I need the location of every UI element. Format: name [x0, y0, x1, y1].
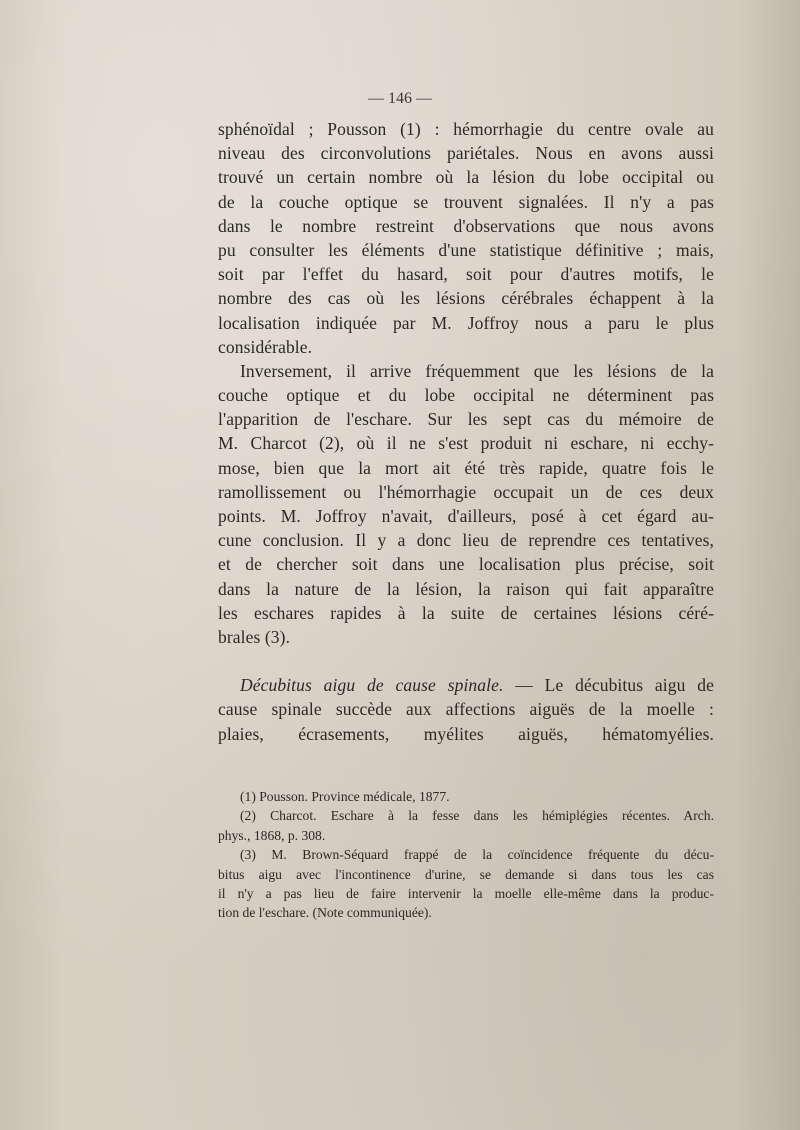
text-line: dans la nature de la lésion, la raison qui fait apparaître: [218, 578, 714, 599]
text-line: nombre des cas où les lésions cérébrales échappent à la: [218, 288, 714, 309]
footnote-2: [218, 806, 714, 845]
footnote-1: [218, 787, 714, 806]
footnote-3: [218, 845, 714, 923]
section-spinal-decubitus: [218, 673, 714, 746]
text-line: de la couche optique se trouvent signalées. Il n'y a pas: [218, 191, 714, 212]
page-number: — 146 —: [368, 90, 432, 107]
text-line: localisation indiquée par M. Joffroy nous a paru le plus: [218, 312, 714, 333]
text-line: cune conclusion. Il y a donc lieu de reprendre ces tentatives,: [218, 530, 714, 551]
text-line: brales (3).: [218, 626, 291, 647]
paragraph-1: [218, 117, 714, 359]
text-line: M. Charcot (2), où il ne s'est produit ni eschare, ni ecchy-: [218, 433, 714, 454]
text-line: mose, bien que la mort ait été très rapide, quatre fois le: [218, 457, 714, 478]
text-line: plaies, écrasements, myélites aiguës, hématomyélies.: [218, 723, 714, 744]
text-line: considérable.: [218, 336, 313, 357]
text-line: trouvé un certain nombre où la lésion du lobe occipital ou: [218, 167, 714, 188]
text-line: dans le nombre restreint d'observations que nous avons: [218, 215, 714, 236]
paragraph-gap: [218, 649, 714, 673]
footnote-line: phys., 1868, p. 308.: [218, 827, 326, 843]
text-line: ramollissement ou l'hémorrhagie occupait un de ces deux: [218, 481, 714, 502]
text-line: niveau des circonvolutions pariétales. Nous en avons aussi: [218, 143, 714, 164]
text-line: Inversement, il arrive fréquemment que les lésions de la: [240, 360, 714, 381]
footnote-line: (1) Pousson. Province médicale, 1877.: [240, 789, 450, 804]
body-text: [218, 117, 714, 746]
text-line: pu consulter les éléments d'une statistique définitive ; mais,: [218, 239, 714, 260]
section-first-line-rest: — Le décubitus aigu de: [503, 675, 714, 696]
text-line: l'apparition de l'eschare. Sur les sept cas du mémoire de: [218, 409, 714, 430]
text-line: les eschares rapides à la suite de certaines lésions céré-: [218, 602, 714, 623]
section-heading: Décubitus aigu de cause spinale.: [240, 675, 504, 696]
paragraph-2: [218, 359, 714, 649]
text-line: cause spinale succède aux affections aiguës de la moelle :: [218, 699, 714, 720]
footnote-line: (2) Charcot. Eschare à la fesse dans les hémiplégies récentes. Arch.: [240, 808, 714, 824]
footnote-line: (3) M. Brown-Séquard frappé de la coïncidence fréquente du décu-: [240, 847, 714, 863]
footnote-line: bitus aigu avec l'incontinence d'urine, se demande si dans tous les cas: [218, 866, 714, 882]
text-line: et de chercher soit dans une localisation plus précise, soit: [218, 554, 714, 575]
text-line: soit par l'effet du hasard, soit pour d'autres motifs, le: [218, 264, 714, 285]
footnotes: [218, 787, 714, 923]
text-line: couche optique et du lobe occipital ne déterminent pas: [218, 385, 714, 406]
footnote-line: il n'y a pas lieu de faire intervenir la moelle elle-même dans la produc-: [218, 885, 714, 901]
text-line: points. M. Joffroy n'avait, d'ailleurs, posé à cet égard au-: [218, 506, 714, 526]
text-line: sphénoïdal ; Pousson (1) : hémorrhagie du centre ovale au: [218, 119, 714, 139]
section-first-line: [218, 673, 714, 697]
footnote-line: tion de l'eschare. (Note communiquée).: [218, 905, 432, 921]
